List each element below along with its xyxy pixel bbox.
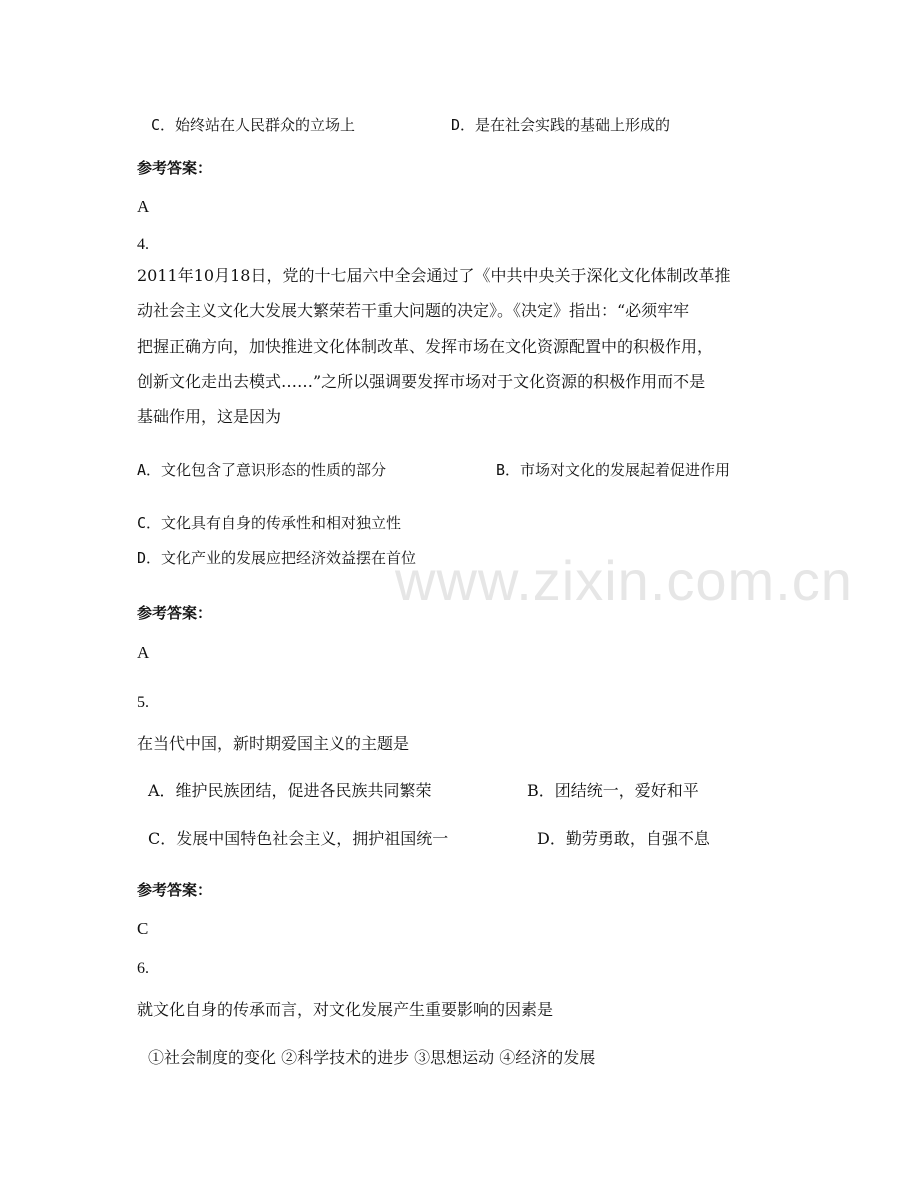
q4-stem-line-5: 基础作用，这是因为 [137,407,282,426]
q6-items: ①社会制度的变化 ②科学技术的进步 ③思想运动 ④经济的发展 [148,1048,596,1067]
q6-number: 6. [137,960,149,977]
q4-option-d: D．文化产业的发展应把经济效益摆在首位 [137,549,417,567]
q3-option-c: C．始终站在人民群众的立场上 [151,116,356,134]
watermark: www.zixin.com.cn [395,549,853,612]
q4-option-c: C．文化具有自身的传承性和相对独立性 [137,514,402,532]
q5-stem: 在当代中国，新时期爱国主义的主题是 [137,734,410,753]
q4-number: 4. [137,236,149,253]
q4-stem-line-2: 动社会主义文化大发展大繁荣若干重大问题的决定》。《决定》指出：“必须牢牢 [137,301,690,320]
q5-option-c: C．发展中国特色社会主义，拥护祖国统一 [148,829,449,848]
q4-answer-label: 参考答案： [137,604,213,622]
q3-answer-label: 参考答案： [137,159,213,177]
q4-stem-line-4: 创新文化走出去模式……”之所以强调要发挥市场对于文化资源的积极作用而不是 [137,372,706,391]
q6-stem: 就文化自身的传承而言，对文化发展产生重要影响的因素是 [137,1000,554,1019]
q5-answer: C [137,919,149,938]
q4-answer: A [137,643,150,662]
q4-option-a: A．文化包含了意识形态的性质的部分 [137,461,387,479]
q3-answer: A [137,197,150,216]
q4-option-b: B．市场对文化的发展起着促进作用 [496,461,731,479]
q4-stem-line-1: 2011年10月18日，党的十七届六中全会通过了《中共中央关于深化文化体制改革推 [137,266,731,285]
q5-option-d: D．勤劳勇敢，自强不息 [537,829,710,848]
q5-answer-label: 参考答案： [137,881,213,899]
q3-option-d: D．是在社会实践的基础上形成的 [451,116,671,134]
q5-number: 5. [137,694,149,711]
q5-option-b: B．团结统一，爱好和平 [527,781,699,800]
q4-stem-line-3: 把握正确方向，加快推进文化体制改革、发挥市场在文化资源配置中的积极作用， [137,337,714,356]
q5-option-a: A．维护民族团结，促进各民族共同繁荣 [148,781,432,800]
